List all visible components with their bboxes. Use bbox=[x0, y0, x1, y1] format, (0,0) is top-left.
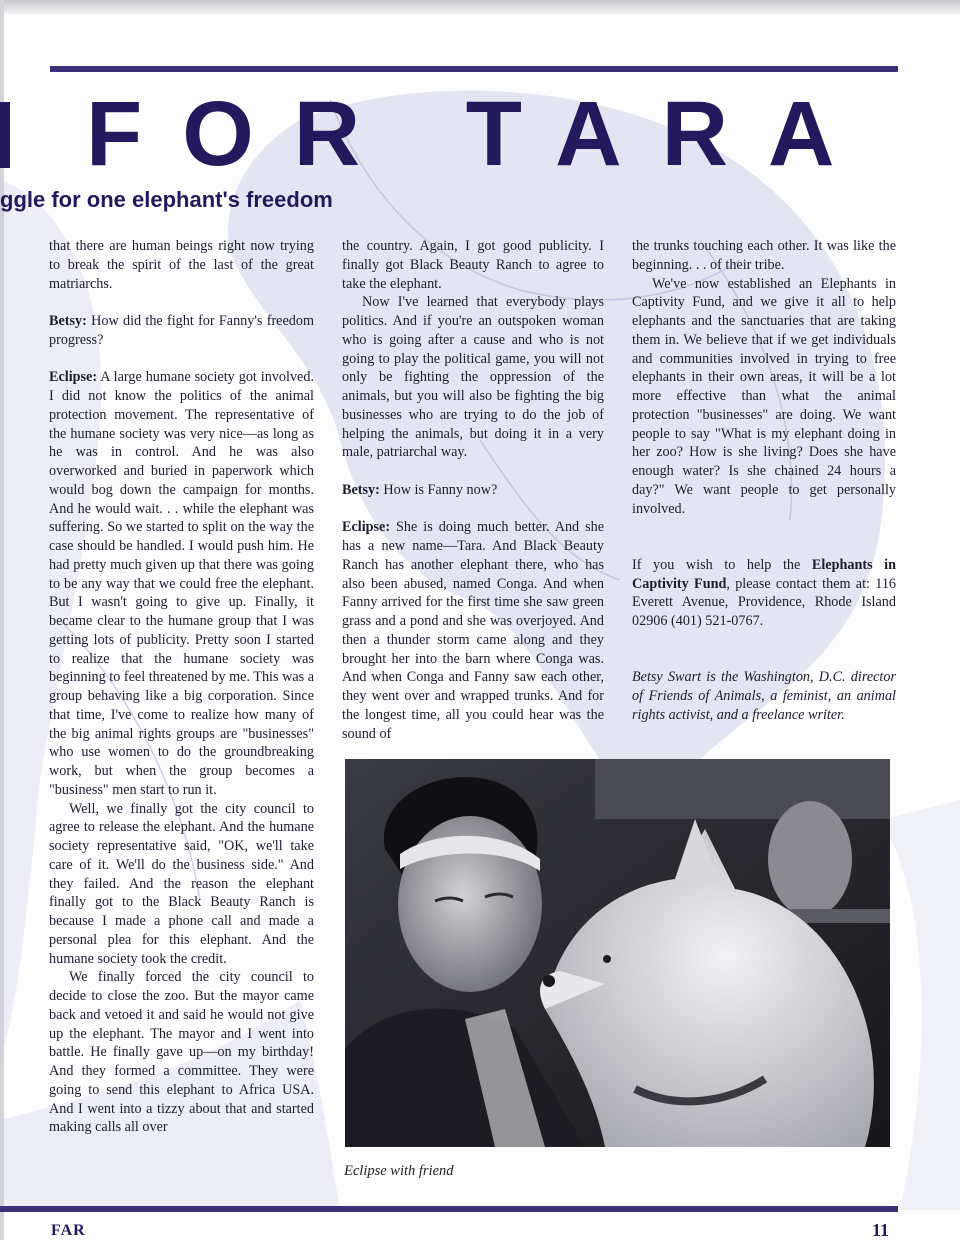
author-bio: Betsy Swart is the Washington, D.C. director of Friends of Animals, a feminist, an animal rights activist, and a freelance writer. bbox=[632, 669, 896, 723]
speaker-label: Eclipse: bbox=[49, 369, 98, 386]
page-number: 11 bbox=[872, 1220, 890, 1240]
paragraph: Eclipse: A large humane society got involved. I did not know the politics of the animal protection movement. The representative of the humane society was very nice—as long as he was in control. And he was also overworked and buried in paperwork which would bog down the campaign for months. And he would wait. . . while the elephant was suffering. So we started to split on the way the case should be handled. I would push him. He had pretty much given up that there was going to be any way that we could free the elephant. But I wasn't going to give up. Finally, it became clear to the humane group that I was getting lots of publicity. Pretty soon I started to realize that the humane society was beginning to feel threatened by me. This was a group behaving like a big corporation. Since that time, I've come to realize how many of the big animal rights groups are "businesses" who use women to do the groundbreaking work, but when the group becomes a "business" men start to run it. bbox=[49, 369, 314, 798]
photo-eclipse-with-dog bbox=[345, 759, 890, 1147]
paragraph: Well, we finally got the city council to agree to release the elephant. And the humane society representative said, "OK, we'll take care of it. We'll do the business side." And they failed. And the reason the elephant finally got to the Black Beauty Ranch is because I made a phone call and made a personal plea for this elephant. And the humane society took the credit. bbox=[49, 800, 314, 967]
paragraph: Eclipse: She is doing much better. And she has a new name—Tara. And Black Beauty Ranch has another elephant there, who has also been abused, named Conga. And when Fanny arrived for the first time she saw green grass and a pond and she was overjoyed. And then a thunder storm came along and they brought her into the barn where Conga was. And when Conga and Fanny saw each other, they went over and wrapped trunks. And for the longest time, all you could hear was the sound of bbox=[342, 519, 605, 742]
text-column-2 bbox=[342, 237, 604, 743]
speaker-label: Eclipse: bbox=[342, 519, 391, 536]
speaker-label: Betsy: bbox=[342, 481, 380, 498]
header-rule bbox=[50, 66, 898, 72]
paragraph: Betsy: How did the fight for Fanny's freedom progress? bbox=[49, 313, 314, 348]
speaker-label: Betsy: bbox=[49, 313, 87, 329]
text-column-1 bbox=[49, 237, 314, 1137]
paragraph: We finally forced the city council to decide to close the zoo. But the mayor came back and vetoed it and said he would not give up the elephant. The mayor and I went into battle. He finally gave up—on my birthday! And they formed a committee. They were going to send this elephant to Africa USA. And I went into a tizzy about that and started making calls all over bbox=[49, 969, 314, 1136]
article-headline bbox=[0, 84, 960, 184]
headline-text: FOR TARA bbox=[86, 83, 875, 185]
paragraph: We've now established an Elephants in Captivity Fund, and we give it all to help elephants and the sanctuaries that are taking them in. We believe that if we get individuals and communities involved in trying to free elephants in their own areas, it will be a lot more effective than what the animal protection "businesses" are doing. We want people to say "What is my elephant doing in her zoo? How is she living? Does she have enough water? Is she chained 24 hours a day?" We want people to get personally involved. bbox=[632, 275, 896, 517]
text-column-3 bbox=[632, 237, 896, 725]
paragraph: the country. Again, I got good publicity. I finally got Black Beauty Ranch to agree to take the elephant. bbox=[342, 238, 604, 292]
paragraph: that there are human beings right now trying to break the spirit of the last of the great matriarchs. bbox=[49, 238, 314, 292]
photo-illustration bbox=[345, 759, 890, 1147]
paragraph: Betsy: How is Fanny now? bbox=[342, 481, 498, 498]
paragraph: Now I've learned that everybody plays politics. And if you're an outspoken woman who is going after a cause and who is not going to play the political game, you will not only be fighting the oppression of the animals, but you will also be fighting the big businesses who are trying to do the job of helping the animals, but doing it in a very male, patriarchal way. bbox=[342, 294, 604, 461]
contact-paragraph: If you wish to help the Elephants in Captivity Fund, please contact them at: 116 Everett Avenue, Providence, Rhode Island 02906 (401) 521-0767. bbox=[632, 556, 897, 629]
photo-caption: Eclipse with friend bbox=[344, 1163, 454, 1179]
fund-name: Elephants in Captivity Fund bbox=[632, 556, 897, 592]
scan-edge-top bbox=[0, 0, 960, 14]
footer-publication: FAR bbox=[51, 1222, 86, 1239]
paragraph: the trunks touching each other. It was like the beginning. . . of their tribe. bbox=[632, 238, 896, 273]
headline-cut-letter bbox=[0, 102, 10, 168]
article-subhead: ggle for one elephant's freedom bbox=[0, 187, 333, 212]
footer-rule bbox=[0, 1206, 898, 1212]
